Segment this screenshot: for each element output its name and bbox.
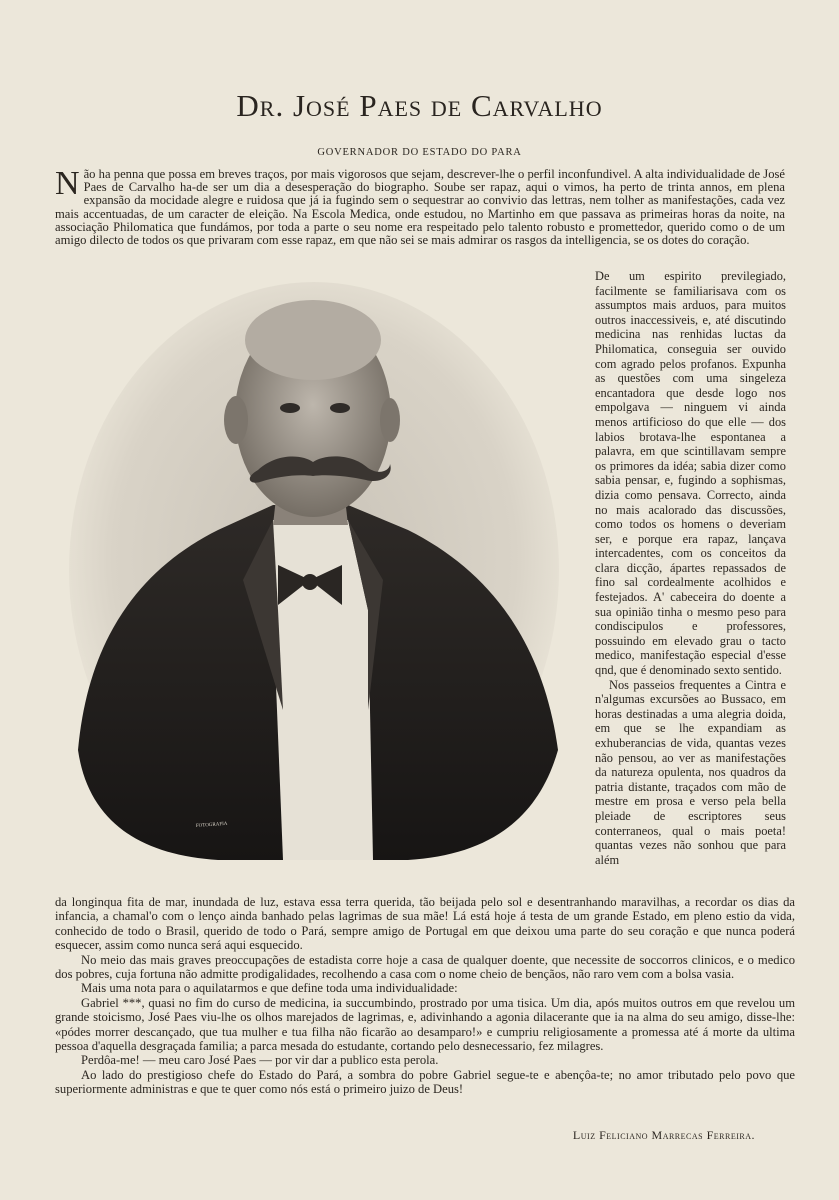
side-paragraph-1: De um espirito previlegiado, facilmente se familiarisava com os assumptos mais arduos, para muitos outros inaccessiveis, e, até discutindo medicina nas renhidas luctas da Philomatica, conseguia ser ouvido com agrado pelos profanos. Expunha as questões com uma singeleza encantadora que desde logo nos empolgava — ninguem vi ainda menos artificioso do que elle — dos labios brotava-lhe espontanea a palavra, em que scintillavam sempre os primores da idéa; sabia dizer como sabia pensar, e, fugindo a sophismas, dizia como pensava. Correcto, ainda no mais acalorado das discussões, como todos os homens o deveriam ser, e porque era rapaz, lançava intercadentes, com os conceitos da clara dicção, ápartes repassados de fino sal cordealmente acolhidos e festejados. A' cabeceira do doente a sua opinião tinha o mesmo peso para condiscipulos e professores, possuindo em elevado grau o tacto medico, manifestação especial d'esse qnd, que é denominado sexto sentido. — [595, 269, 786, 678]
article-title: Dr. José Paes de Carvalho — [236, 88, 603, 123]
bottom-text — [55, 895, 795, 1097]
bow-tie-knot — [302, 574, 318, 590]
bottom-paragraph-1: da longinqua fita de mar, inundada de luz, estava essa terra querida, tão beijada pelo sol e desentranhando maravilhas, a recordar os dias da infancia, a chamal'o com o lenço ainda banhado pelas lagrimas de sua mãe! Lá está hoje á testa de um grande Estado, em pleno estio da vida, conhecido de todo o Brasil, querido de todo o Pará, sempre amigo de Portugal em que deixou uma parte do seu coração e que nunca poderá esquecer, assim como nunca será aqui esquecido. — [55, 895, 795, 953]
bottom-paragraph-3: Mais uma nota para o aquilatarmos e que define toda uma individualidade: — [81, 981, 458, 996]
right-eye — [330, 403, 350, 413]
intro-paragraph — [55, 165, 785, 248]
right-ear — [380, 398, 400, 442]
bottom-paragraph-4: Gabriel ***, quasi no fim do curso de medicina, ia succumbindo, prostrado por uma tisica. Um dia, após muitos outros em que revelou um grande stoicismo, José Paes viu-lhe os olhos marejados de lagrimas, e, adivinhando a agonia dilacerante que ia na alma do seu amigo, disse-lhe: «pódes morrer descançado, que tua mulher e tua filha não ficarão ao desamparo!» e cumpriu religiosamente a promessa até á morte da ultima pessoa d'aquella desgraçada familia; a parca mesada do estudante, cortando pelo desnecessario, fez milagres. — [55, 995, 795, 1054]
bottom-paragraph-5: Perdôa-me! — meu caro José Paes — por vir dar a publico esta perola. — [81, 1053, 439, 1068]
left-ear — [224, 396, 248, 444]
article-subtitle: GOVERNADOR DO ESTADO DO PARA — [317, 147, 522, 158]
photo-credit: FOTOGRAFIA — [195, 821, 228, 829]
bottom-paragraph-2: No meio das mais graves preoccupações de estadista corre hoje a casa de qualquer doente, que necessite de soccorros clinicos, e o medico dos pobres, cuja fortuna não admitte prodigalidades, recolhendo a casa com o nome cheio de bençãos, não raro vem com a bolsa vasia. — [55, 952, 795, 982]
bald-crown — [245, 300, 381, 380]
drop-cap: N — [55, 165, 80, 202]
author-signature: Luiz Feliciano Marrecas Ferreira. — [572, 1128, 755, 1142]
intro-text: ão ha penna que possa em breves traços, por mais vigorosos que sejam, descrever-lhe o perfil inconfundivel. A alta individualidade de José Paes de Carvalho ha-de ser um dia a desesperação do biographo. Soube ser rapaz, aqui o vimos, ha perto de trinta annos, em plena expansão da mocidade alegre e ruidosa que já ia fugindo sem o sequestrar ao convivio das lettras, nem tolher as manifestações, cada vez mais accentuadas, de um caracter de eleição. Na Escola Medica, onde estudou, no Martinho em que passava as primeiras horas da noite, na associação Philomatica que fundámos, por toda a parte o seu nome era respeitado pelo talento robusto e promettedor, querido como o de um amigo dilecto de todos os que privaram com esse rapaz, em que não sei se mais admirar os rasgos da intelligencia, se os dotes do coração. — [55, 167, 785, 248]
side-column — [595, 269, 786, 867]
bottom-paragraph-6: Ao lado do prestigioso chefe do Estado do Pará, a sombra do pobre Gabriel segue-te e abençôa-te; no amor tributado pelo povo que superiormente administras e que te quer como nós está o primeiro juizo de Deus! — [55, 1067, 795, 1097]
side-paragraph-2: Nos passeios frequentes a Cintra e n'algumas excursões ao Bussaco, em horas destinadas a uma alegria doida, em que se lhe expandiam as exhuberancias de vida, quantas vezes não pensou, ao ver as manifestações da natureza opulenta, nos quadros da patria distante, traçados com mão de mestre em prosa e verso pela bella pleiade de escriptores seus conterraneos, qual o mais poeta! quantas vezes não sonhou que para além — [595, 677, 786, 867]
portrait-photo — [68, 280, 560, 860]
left-eye — [280, 403, 300, 413]
